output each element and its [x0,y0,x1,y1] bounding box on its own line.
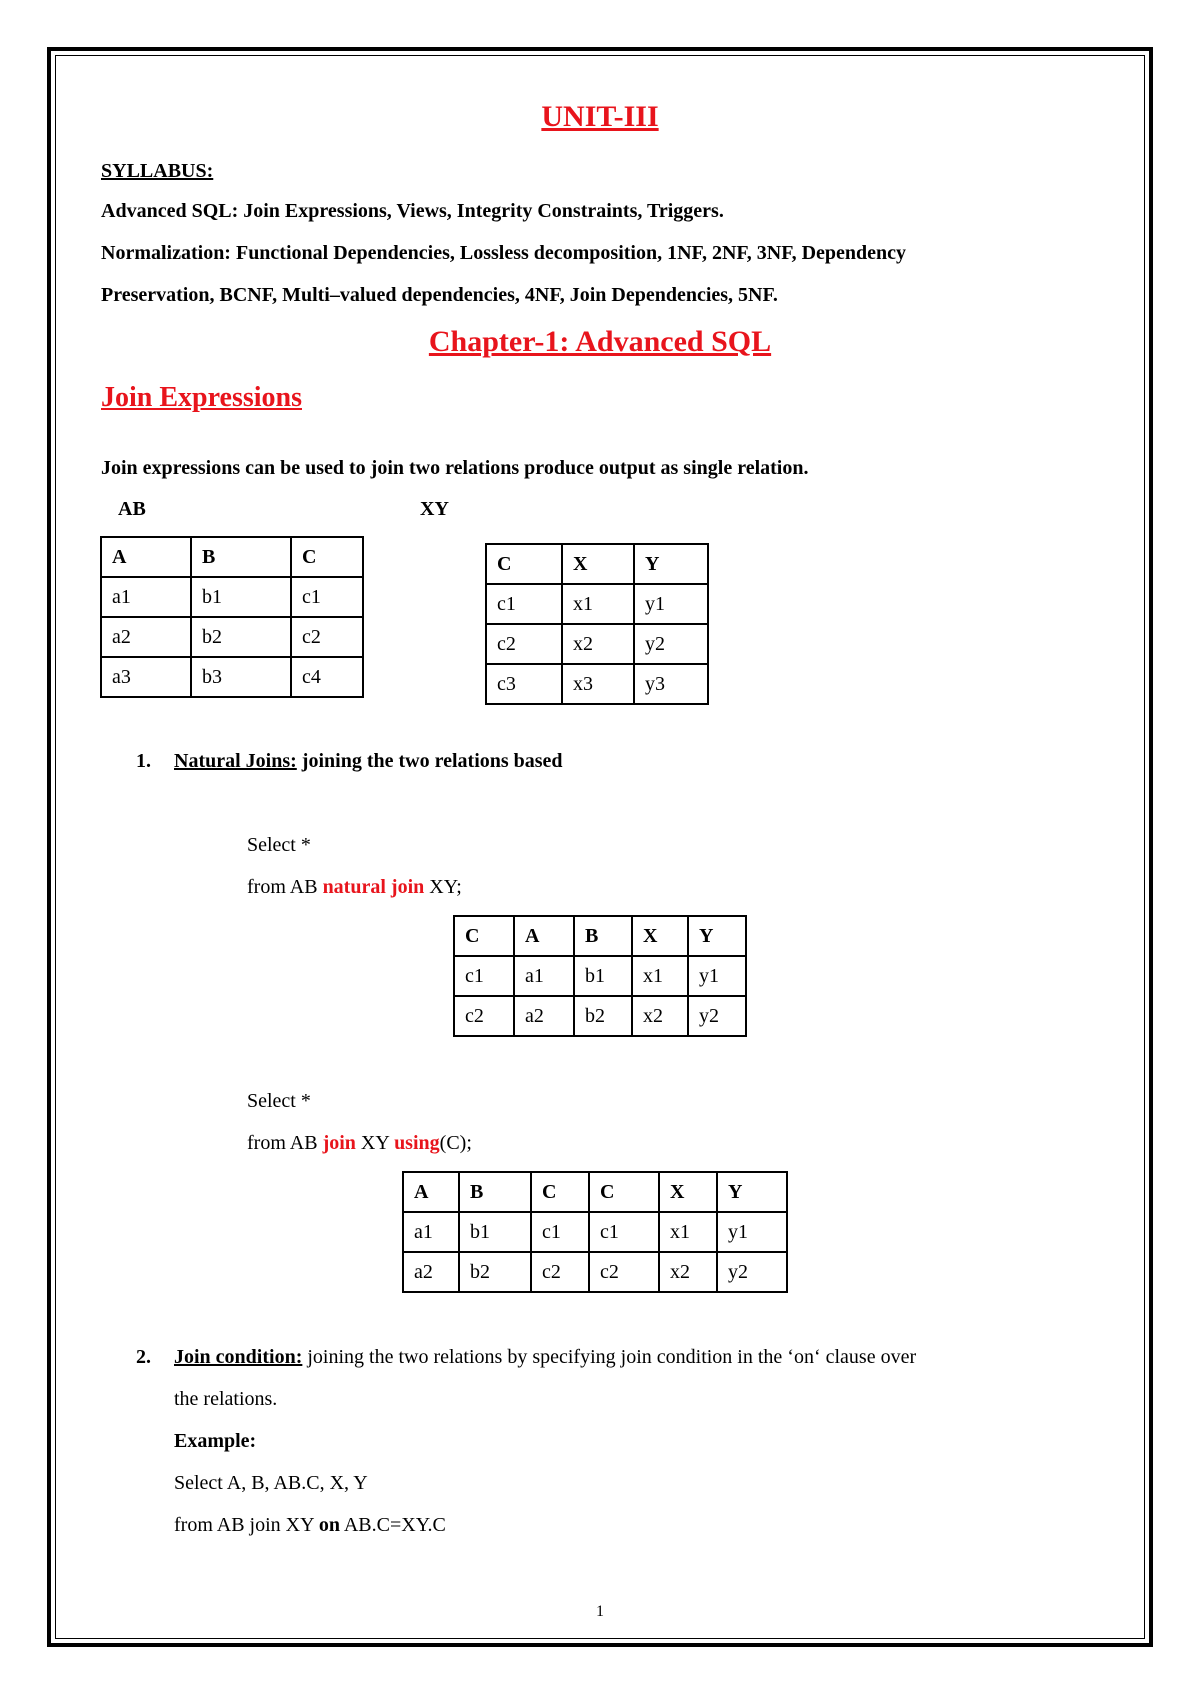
table-cell: x1 [562,584,634,624]
item-1-term: Natural Joins: [174,750,297,772]
table-cell: y2 [688,996,746,1036]
table-header-cell: B [459,1172,531,1212]
table-cell: c2 [454,996,514,1036]
table-cell: c1 [454,956,514,996]
syllabus-line-1: Advanced SQL: Join Expressions, Views, Integrity Constraints, Triggers. [101,200,724,222]
table-row [454,996,746,1036]
table-header-cell: X [659,1172,717,1212]
item-2-text: joining the two relations by specifying join condition in the ‘on‘ clause over [302,1346,917,1368]
query-1-text-b: XY; [424,876,462,898]
table-cell: x2 [659,1252,717,1292]
query-3-text-a: from AB join XY [174,1514,319,1536]
item-1-number: 1. [136,750,151,772]
table-cell: y2 [717,1252,787,1292]
table-header-row [454,916,746,956]
table-header-cell: C [531,1172,589,1212]
table-cell: a3 [101,657,191,697]
table-row [101,577,363,617]
syllabus-line-2: Normalization: Functional Dependencies, Lossless decomposition, 1NF, 2NF, 3NF, Dependency [101,242,907,264]
table-row [101,657,363,697]
query-3-keyword-on: on [318,1514,340,1536]
item-2-number: 2. [136,1346,151,1368]
intro-text: Join expressions can be used to join two relations produce output as single relation. [101,457,809,479]
table-cell: c3 [486,664,562,704]
table-row [403,1212,787,1252]
result-1-table [453,915,747,1037]
result-2-table [402,1171,788,1293]
query-1-line-1: Select * [247,834,311,856]
table-cell: y3 [634,664,708,704]
table-header-row [403,1172,787,1212]
table-header-cell: B [191,537,291,577]
query-2-keyword-using: using [394,1132,440,1154]
table-cell: y1 [634,584,708,624]
table-header-cell: C [486,544,562,584]
table-cell: y2 [634,624,708,664]
table-header-cell: Y [634,544,708,584]
table-header-cell: Y [688,916,746,956]
table-header-cell: A [101,537,191,577]
item-2-term: Join condition: [174,1346,303,1368]
table-cell: x1 [659,1212,717,1252]
query-3-text-b: AB.C=XY.C [339,1514,446,1536]
section-title: Join Expressions [101,382,302,413]
table-cell: c2 [486,624,562,664]
table-cell: x2 [632,996,688,1036]
table-cell: b2 [574,996,632,1036]
query-1-keyword: natural join [322,876,425,898]
relation-xy-name: XY [420,498,449,520]
table-cell: c4 [291,657,363,697]
syllabus-heading: SYLLABUS: [101,160,214,182]
item-2-line [174,1346,916,1369]
table-header-cell: C [291,537,363,577]
table-row [101,617,363,657]
example-label: Example: [174,1430,257,1452]
table-header-cell: C [454,916,514,956]
query-2-text-b: XY [355,1132,395,1154]
query-2-text-c: (C); [439,1132,472,1154]
chapter-title: Chapter-1: Advanced SQL [428,325,772,358]
table-header-cell: X [562,544,634,584]
table-cell: a2 [101,617,191,657]
table-header-cell: B [574,916,632,956]
table-row [486,664,708,704]
table-cell: y1 [717,1212,787,1252]
table-cell: a1 [403,1212,459,1252]
table-cell: b2 [459,1252,531,1292]
relation-ab-table [100,536,364,698]
item-1-line [174,750,563,773]
table-row [486,624,708,664]
table-header-row [101,537,363,577]
table-header-row [486,544,708,584]
table-row [454,956,746,996]
table-cell: b1 [191,577,291,617]
table-header-cell: Y [717,1172,787,1212]
table-cell: a1 [101,577,191,617]
table-cell: c1 [531,1212,589,1252]
table-cell: c1 [486,584,562,624]
relation-ab-name: AB [118,498,146,520]
table-cell: b2 [191,617,291,657]
table-header-cell: C [589,1172,659,1212]
table-cell: c2 [291,617,363,657]
query-2-line-2 [247,1132,472,1155]
unit-title: UNIT-III [541,100,659,133]
query-1-line-2 [247,876,462,899]
table-cell: c1 [291,577,363,617]
table-cell: b1 [574,956,632,996]
relation-xy-table [485,543,709,705]
item-2-text-cont: the relations. [174,1388,278,1410]
table-header-cell: A [403,1172,459,1212]
table-cell: a1 [514,956,574,996]
table-header-cell: X [632,916,688,956]
table-cell: c2 [531,1252,589,1292]
query-3-line-2 [174,1514,446,1537]
table-cell: x3 [562,664,634,704]
table-cell: c1 [589,1212,659,1252]
table-cell: y1 [688,956,746,996]
table-cell: a2 [514,996,574,1036]
table-row [403,1252,787,1292]
query-2-line-1: Select * [247,1090,311,1112]
table-cell: b1 [459,1212,531,1252]
table-cell: b3 [191,657,291,697]
table-cell: c2 [589,1252,659,1292]
table-row [486,584,708,624]
query-3-line-1: Select A, B, AB.C, X, Y [174,1472,368,1494]
page-number: 1 [596,1603,604,1620]
table-cell: a2 [403,1252,459,1292]
query-2-keyword-join: join [322,1132,356,1154]
syllabus-line-3: Preservation, BCNF, Multi–valued dependencies, 4NF, Join Dependencies, 5NF. [101,284,778,306]
table-header-cell: A [514,916,574,956]
table-cell: x1 [632,956,688,996]
query-2-text-a: from AB [247,1132,323,1154]
table-cell: x2 [562,624,634,664]
query-1-text-a: from AB [247,876,323,898]
item-1-text: joining the two relations based [296,750,563,772]
